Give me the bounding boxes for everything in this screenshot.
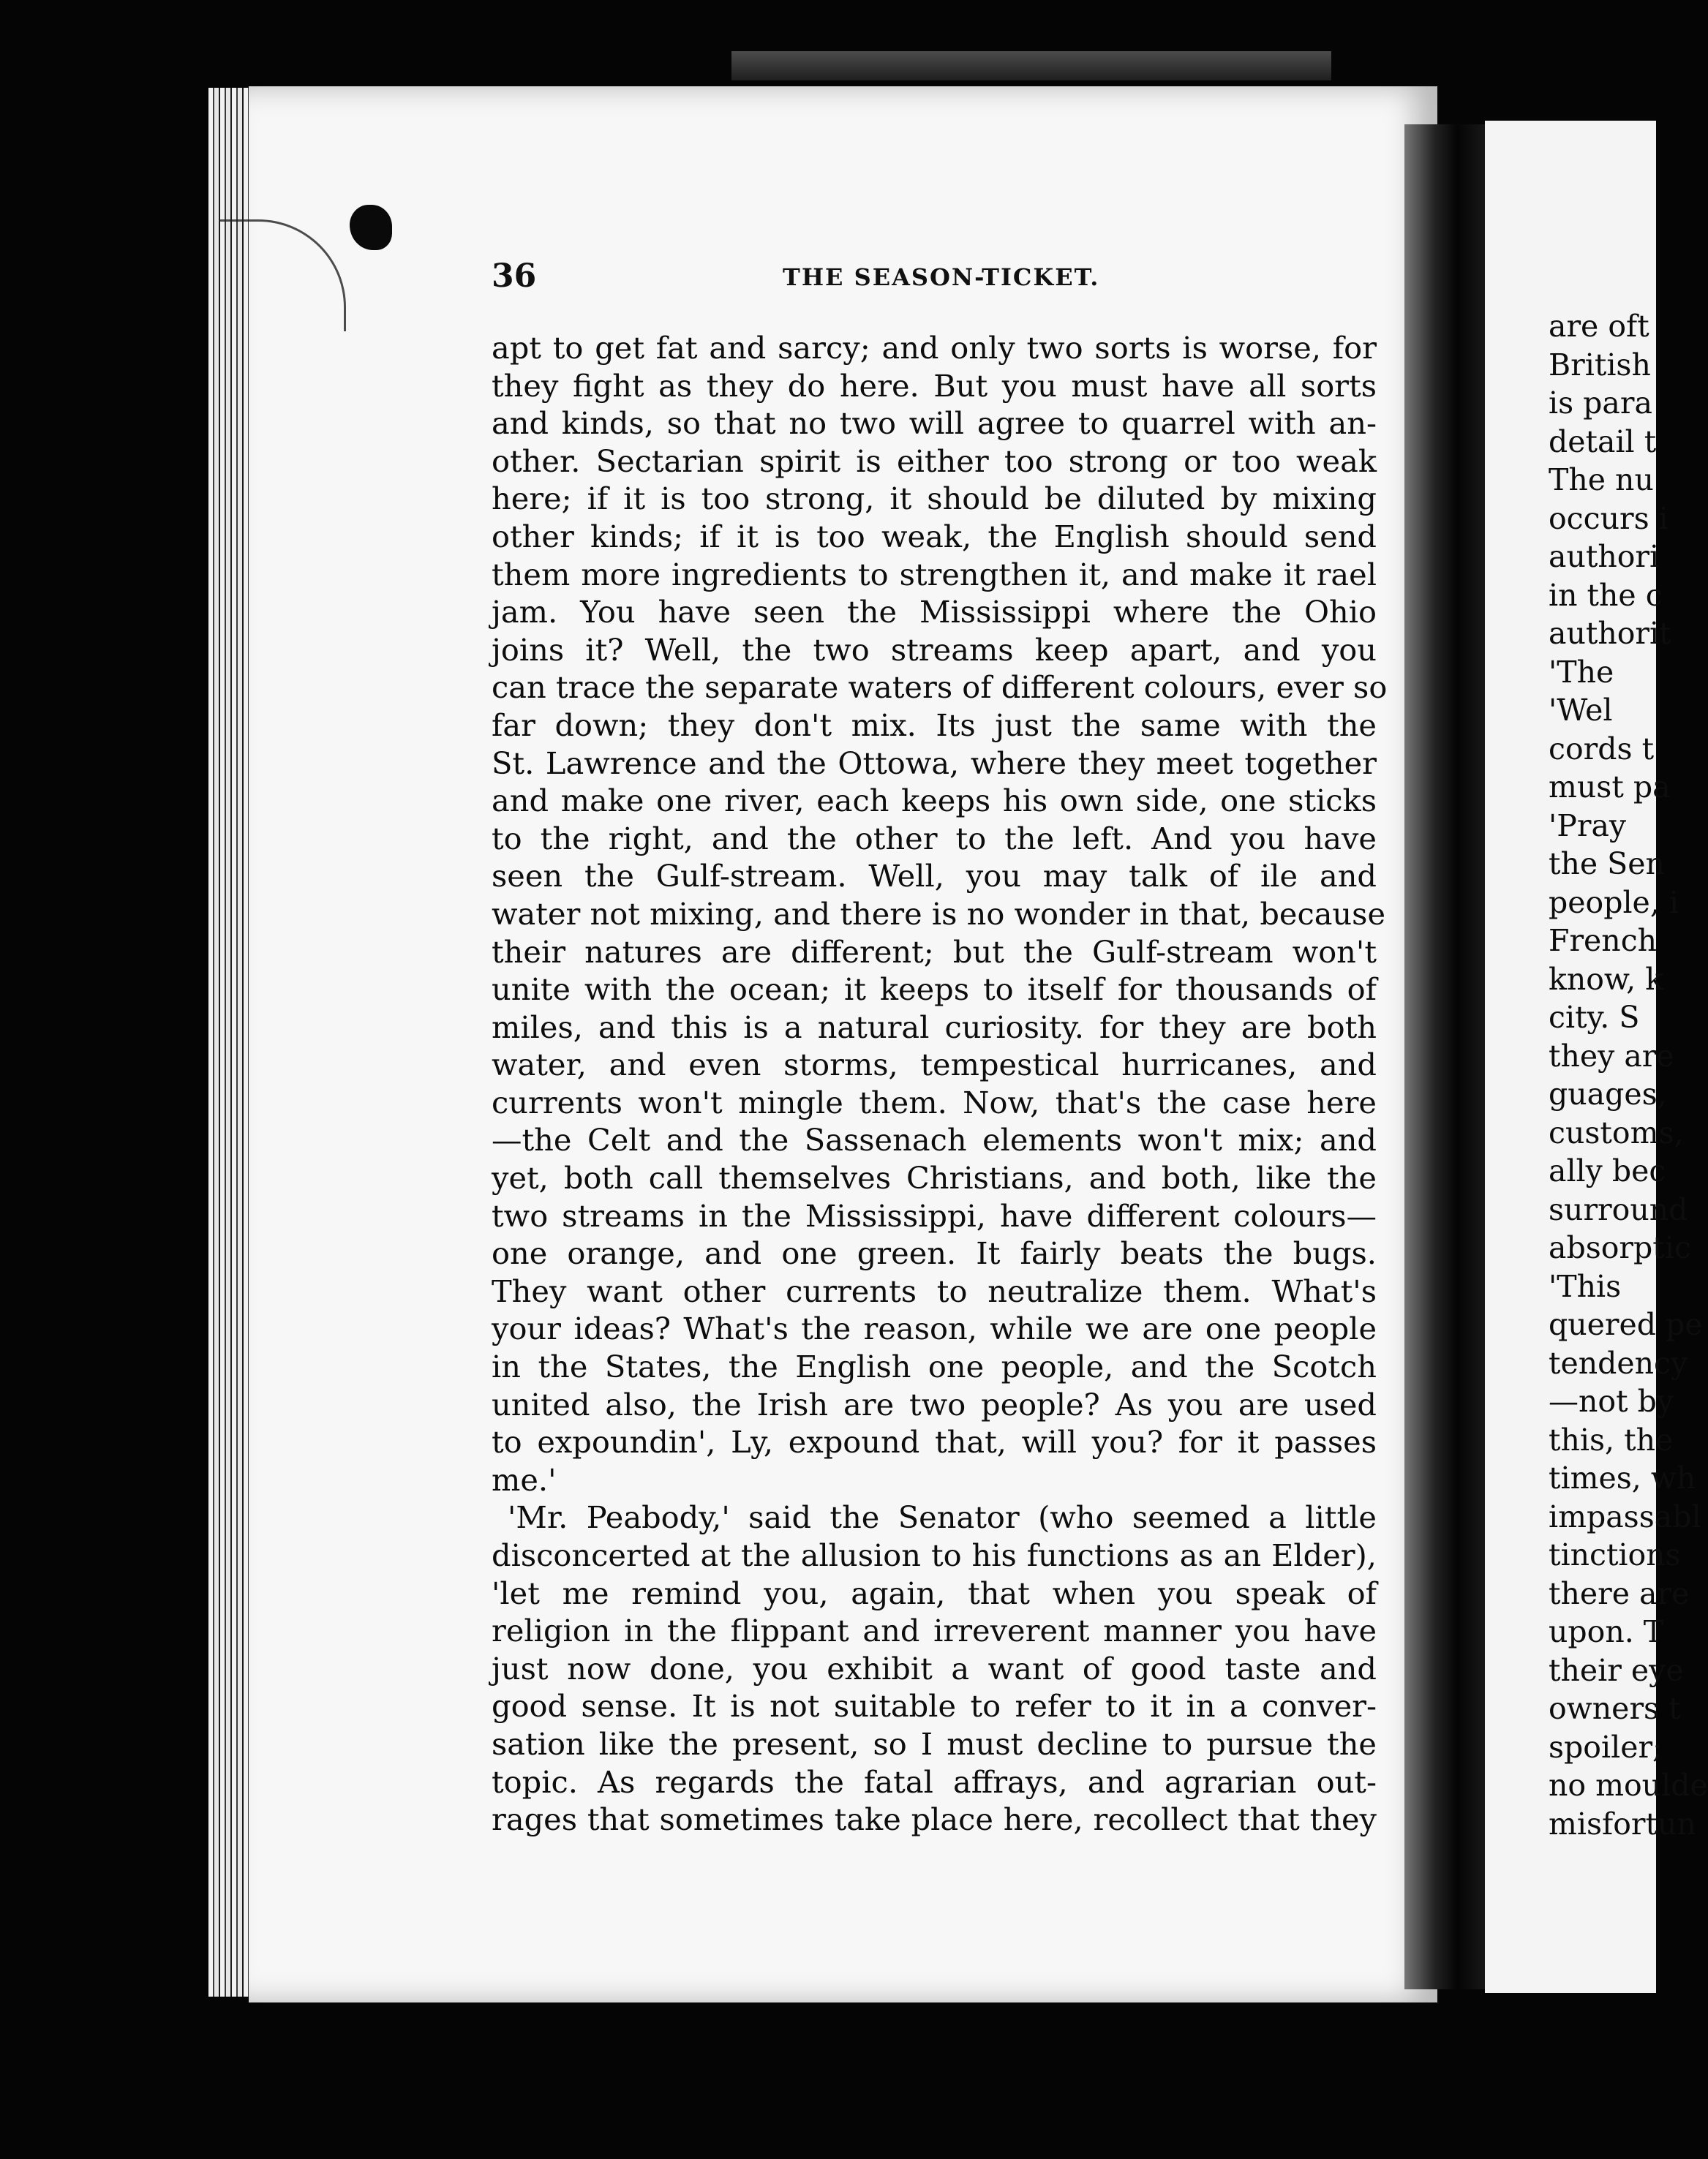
text-line: apt to get fat and sarcy; and only two sorts is worse, for (492, 330, 1377, 366)
text-line: other kinds; if it is too weak, the English should send (492, 518, 1377, 554)
page-number: 36 (492, 257, 537, 295)
book-gutter (1404, 124, 1492, 1989)
body-text (492, 329, 1388, 1839)
text-line: one orange, and one green. It fairly beats the bugs. (492, 1235, 1377, 1272)
right-text-line: are oft (1549, 309, 1649, 344)
right-text-line: must pa (1549, 769, 1671, 805)
text-line: and make one river, each keeps his own side, one sticks (492, 783, 1377, 819)
text-line: joins it? Well, the two streams keep apart, and you (492, 631, 1377, 668)
text-line: and kinds, so that no two will agree to quarrel with an- (492, 405, 1377, 442)
text-line: 'let me remind you, again, that when you speak of (492, 1575, 1377, 1611)
right-text-line: spoiler; (1549, 1729, 1663, 1765)
right-text-line: authori (1549, 539, 1660, 574)
text-line: your ideas? What's the reason, while we are one people (492, 1311, 1377, 1347)
text-line: 'Mr. Peabody,' said the Senator (who seemed a little (508, 1499, 1377, 1536)
right-text-line: 'Pray (1549, 807, 1627, 843)
right-text-line: The nu (1549, 462, 1654, 497)
text-line: two streams in the Mississippi, have different colours— (492, 1197, 1377, 1234)
running-title: THE SEASON-TICKET. (783, 263, 1100, 291)
text-line: rages that sometimes take place here, recollect that they (492, 1801, 1377, 1838)
text-line: They want other currents to neutralize them. What's (492, 1273, 1377, 1309)
right-text-line: is para (1549, 385, 1652, 421)
right-text-line: tendency (1549, 1345, 1688, 1381)
right-text-line: owners t (1549, 1691, 1681, 1726)
right-text-line: British (1549, 347, 1651, 383)
text-line: sation like the present, so I must decline to pursue the (492, 1725, 1377, 1762)
right-text-line: French (1549, 923, 1658, 958)
right-text-line: they are (1549, 1038, 1674, 1074)
right-text-line: detail t (1549, 423, 1657, 459)
right-text-line: the Sen (1549, 846, 1665, 881)
right-text-line: —not by (1549, 1384, 1674, 1419)
text-line: religion in the flippant and irreverent manner you have (492, 1613, 1377, 1649)
right-text-line: cords t (1549, 731, 1655, 766)
text-line: to expoundin', Ly, expound that, will you? for it passes (492, 1424, 1377, 1461)
right-text-line: people, i (1549, 884, 1679, 920)
right-text-line: quered pe (1549, 1307, 1703, 1342)
right-text-line: misfortun (1549, 1806, 1696, 1842)
right-text-line: tinctions (1549, 1537, 1681, 1572)
text-line: water, and even storms, tempestical hurricanes, and (492, 1047, 1377, 1083)
text-line: united also, the Irish are two people? As you are used (492, 1386, 1377, 1423)
right-text-line: upon. T (1549, 1614, 1664, 1649)
text-line: jam. You have seen the Mississippi where the Ohio (492, 594, 1377, 630)
right-text-line: occurs i (1549, 500, 1669, 536)
text-line: water not mixing, and there is no wonder in that, because (492, 895, 1386, 932)
text-line: good sense. It is not suitable to refer to it in a conver- (492, 1688, 1377, 1725)
text-line: their natures are different; but the Gulf-stream won't (492, 933, 1377, 970)
text-line: they fight as they do here. But you must have all sorts (492, 367, 1377, 404)
text-line: them more ingredients to strengthen it, and make it rael (492, 556, 1377, 592)
right-text-line: customs, (1549, 1115, 1684, 1150)
text-line: can trace the separate waters of different colours, ever so (492, 669, 1388, 706)
right-page-text (1549, 307, 1708, 1843)
right-text-line: authorit (1549, 616, 1671, 651)
page-header (492, 257, 1377, 309)
text-line: in the States, the English one people, and the Scotch (492, 1349, 1377, 1385)
right-text-line: guages, (1549, 1077, 1667, 1112)
right-text-line: no moulde (1549, 1768, 1708, 1803)
right-text-line: impassabl (1549, 1499, 1701, 1534)
right-text-line: 'The (1549, 654, 1614, 690)
text-line: yet, both call themselves Christians, and both, like the (492, 1160, 1377, 1197)
right-text-line: in the c (1549, 577, 1663, 613)
text-line: far down; they don't mix. Its just the same with the (492, 707, 1377, 743)
text-line: disconcerted at the allusion to his functions as an Elder), (492, 1537, 1377, 1573)
right-text-line: surround (1549, 1191, 1688, 1227)
right-text-line: 'This (1549, 1268, 1622, 1304)
scanner-strip (731, 51, 1331, 80)
text-line: here; if it is too strong, it should be diluted by mixing (492, 481, 1377, 517)
text-line: seen the Gulf-stream. Well, you may talk of ile and (492, 858, 1377, 894)
right-text-line: times, wh (1549, 1461, 1696, 1496)
right-text-line: 'Wel (1549, 693, 1613, 728)
right-text-line: this, the (1549, 1422, 1674, 1458)
right-text-line: ally bec (1549, 1153, 1666, 1188)
text-line: me.' (492, 1461, 557, 1498)
right-text-line: absorptic (1549, 1230, 1691, 1265)
text-line: to the right, and the other to the left. And you have (492, 820, 1377, 856)
right-text-line: their eye (1549, 1652, 1684, 1688)
text-line: just now done, you exhibit a want of good taste and (492, 1650, 1377, 1687)
right-text-line: know, k (1549, 961, 1664, 997)
text-line: other. Sectarian spirit is either too strong or too weak (492, 442, 1377, 479)
text-line: miles, and this is a natural curiosity. for they are both (492, 1009, 1377, 1045)
right-text-line: there are (1549, 1575, 1690, 1611)
text-line: topic. As regards the fatal affrays, and agrarian out- (492, 1763, 1377, 1800)
right-text-line: city. S (1549, 1000, 1640, 1035)
text-line: St. Lawrence and the Ottowa, where they meet together (492, 745, 1377, 781)
text-line: —the Celt and the Sassenach elements won't mix; and (492, 1122, 1377, 1158)
text-line: unite with the ocean; it keeps to itself for thousands of (492, 971, 1377, 1008)
text-line: currents won't mingle them. Now, that's the case here (492, 1084, 1377, 1120)
